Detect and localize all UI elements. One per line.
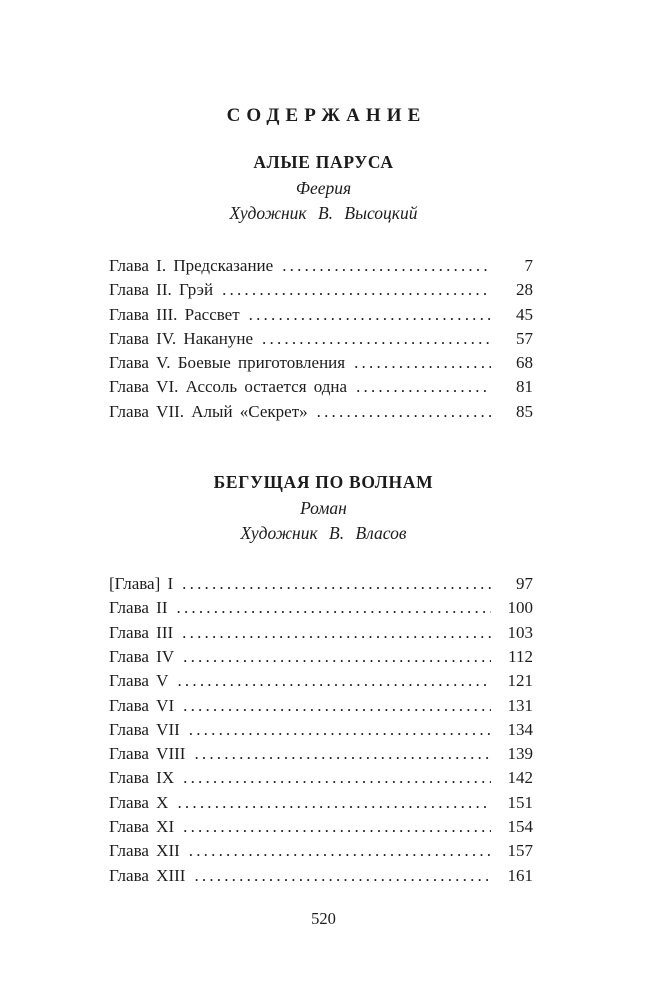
toc-leader-dots [177,791,491,815]
toc-leader-dots [182,572,491,596]
toc-leader-dots [282,254,491,278]
toc-entry-label: Глава V. Боевые приготовления [109,353,346,373]
toc-leader-dots [189,839,491,863]
toc-entry-label: [Глава] I [109,574,174,594]
toc-entry-label: Глава I. Предсказание [109,256,274,275]
toc-leader-dots [183,815,491,839]
toc-entry [109,694,533,718]
toc-entry-page: 161 [507,865,533,885]
toc-entry [109,742,533,766]
toc-entry-page: 157 [507,841,533,861]
toc-entry [109,278,533,302]
toc-leader-dots [189,718,491,742]
toc-entry-page: 68 [516,353,533,373]
toc-leader-dots [194,864,491,888]
toc-entry-page: 139 [507,744,533,764]
toc-entry [109,718,533,742]
toc-entry-page: 121 [507,671,533,691]
section-artist-credit: Художник В. Высоцкий [229,203,418,223]
toc-entry [109,791,533,815]
toc-entry-label: Глава XI [109,817,175,837]
toc-leader-dots [183,694,491,718]
toc-entry [109,400,533,424]
toc-leader-dots [183,766,491,790]
toc-entry-label: Глава XII [109,841,180,861]
toc-entry-page: 97 [516,574,533,594]
toc-entry-page: 81 [516,377,533,397]
toc-leader-dots [177,669,491,693]
section-subtitle-genre: Роман [300,498,347,519]
toc-entry-label: Глава IV. Накануне [109,328,254,348]
toc-leader-dots [183,645,491,669]
toc-entry [109,839,533,863]
toc-leader-dots [356,375,491,399]
toc-list-alye-parusa [109,254,533,424]
toc-entry-page: 28 [516,280,533,300]
toc-entry [109,815,533,839]
toc-entry [109,254,533,278]
toc-entry-page: 142 [507,768,533,788]
toc-entry-page: 85 [516,401,533,421]
toc-entry [109,327,533,351]
toc-entry-label: Глава VIII [109,744,186,764]
toc-entry-page: 154 [507,817,533,837]
page-title: СОДЕРЖАНИЕ [226,105,427,126]
section-heading-begushchaya-po-volnam: БЕГУЩАЯ ПО ВОЛНАМ [213,472,434,493]
toc-leader-dots [194,742,491,766]
toc-entry-page: 100 [507,598,533,618]
toc-entry-label: Глава III. Рассвет [109,304,240,324]
toc-entry-label: Глава X [109,792,169,812]
toc-entry-label: Глава VI [109,695,175,715]
toc-entry [109,572,533,596]
toc-entry-label: Глава II. Грэй [109,280,214,300]
page-number: 520 [311,908,336,928]
toc-leader-dots [317,400,491,424]
toc-entry-label: Глава V [109,671,169,691]
section-artist-credit: Художник В. Власов [240,523,407,544]
section-heading-alye-parusa: АЛЫЕ ПАРУСА [253,152,394,172]
toc-entry [109,766,533,790]
toc-entry-page: 7 [524,256,533,275]
toc-entry-page: 131 [507,695,533,715]
toc-entry-page: 57 [516,328,533,348]
toc-leader-dots [222,278,491,302]
toc-entry [109,621,533,645]
toc-leader-dots [177,596,492,620]
toc-entry [109,864,533,888]
toc-entry [109,303,533,327]
toc-leader-dots [354,351,491,375]
toc-leader-dots [262,327,491,351]
toc-entry-label: Глава IV [109,646,175,666]
toc-entry-label: Глава II [109,598,168,618]
toc-entry-label: Глава XIII [109,865,186,885]
toc-entry-label: Глава IX [109,768,175,788]
section-subtitle-genre: Феерия [295,178,352,198]
toc-entry-label: Глава VII. Алый «Секрет» [109,401,308,421]
toc-leader-dots [182,621,491,645]
toc-list-begushchaya-po-volnam [109,572,533,888]
toc-leader-dots [249,303,491,327]
toc-entry [109,645,533,669]
toc-entry-label: Глава VI. Ассоль остается одна [109,377,348,397]
toc-entry [109,351,533,375]
toc-entry [109,596,533,620]
toc-entry-label: Глава VII [109,719,180,739]
toc-entry-page: 134 [507,719,533,739]
toc-entry-label: Глава III [109,622,174,642]
toc-entry [109,669,533,693]
toc-entry-page: 151 [507,792,533,812]
toc-entry-page: 103 [507,622,533,642]
toc-entry [109,375,533,399]
toc-entry-page: 112 [508,646,533,666]
toc-entry-page: 45 [516,304,533,324]
